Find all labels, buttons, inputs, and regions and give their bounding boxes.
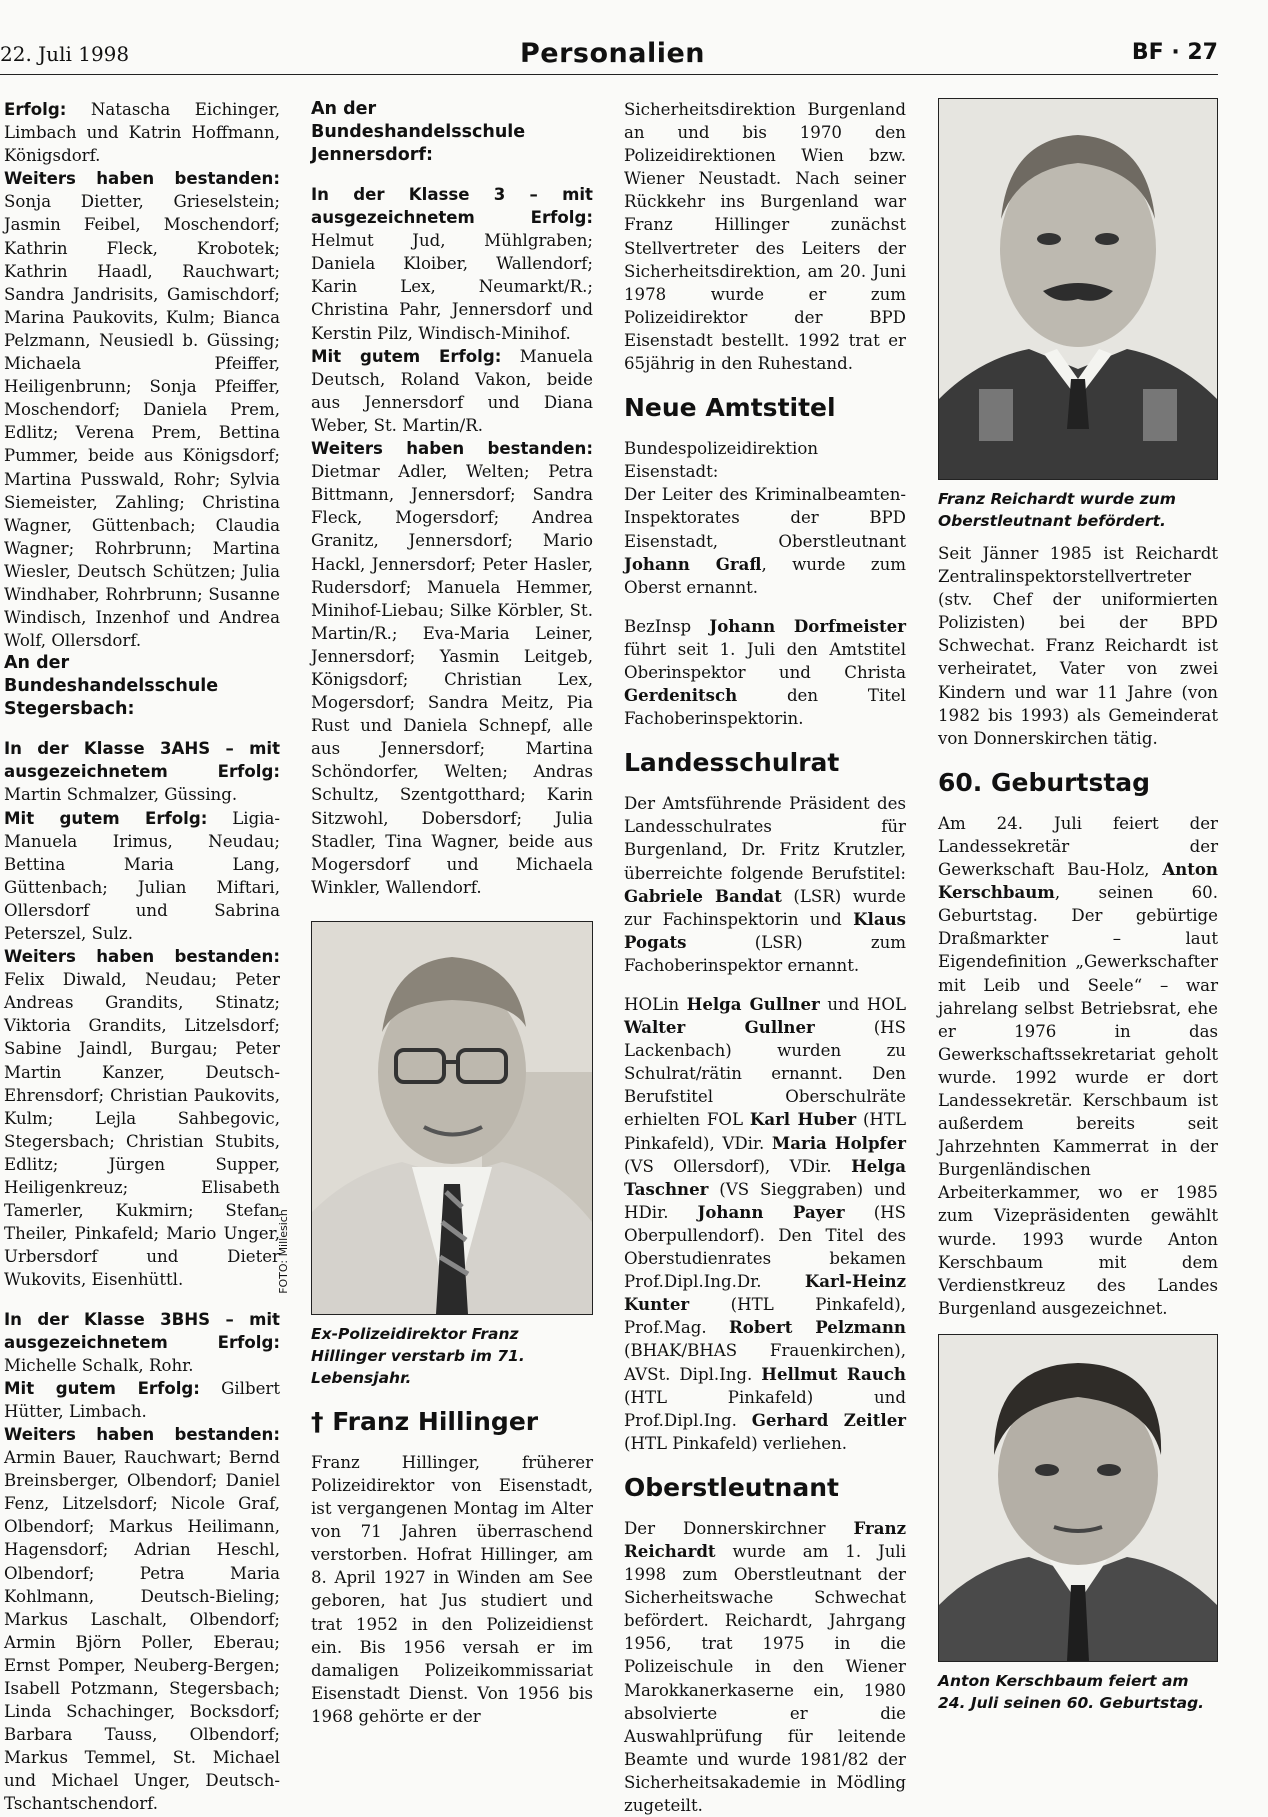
- paragraph: Mit gutem Erfolg: Ligia-Manuela Irimus, Neudau; Bettina Maria Lang, Güttenbach; Julian Miftari, Ollersdorf und Sabrina Peterszel, Sulz.: [4, 808, 280, 943]
- paragraph: BezInsp Johann Dorfmeister führt seit 1. Juli den Amtstitel Oberinspektor und Christa Gerdenitsch den Titel Fachoberinspektorin.: [624, 615, 906, 729]
- paragraph: Seit Jänner 1985 ist Reichardt Zentralinspektorstellvertreter (stv. Chef der uniformierten Polizisten) bei der BPD Schwechat. Franz Reichardt ist verheiratet, Vater von zwei Kindern und war 11 Jahre (von 1982 bis 1993) als Gemeinderat von Donnerskirchen tätig.: [938, 544, 1218, 748]
- school-heading: An der Bundeshandelsschule Jennersdorf:: [311, 99, 526, 165]
- photo-caption: Ex-Polizeidirektor Franz Hillinger verstarb im 71. Lebensjahr.: [311, 1324, 525, 1387]
- kerschbaum-photo: [938, 1334, 1218, 1662]
- photo-credit: FOTO: Millesich: [276, 1209, 290, 1294]
- paragraph: Weiters haben bestanden: Armin Bauer, Rauchwart; Bernd Breinsberger, Olbendorf; Daniel Fenz, Litzelsdorf; Nicole Graf, Olbendorf; Markus Heilimann, Hagensdorf; Adrian Heschl, Olbendorf; Petra Maria Kohlmann, Deutsch-Bieling; Markus Laschalt, Olbendorf; Armin Björn Poller, Eberau; Ernst Pomper, Neuberg-Bergen; Isabell Potzmann, Stegersbach; Linda Schachinger, Bocksdorf; Barbara Tauss, Olbendorf; Markus Temmel, St. Michael und Michael Unger, Deutsch-Tschantschendorf.: [4, 1424, 280, 1814]
- paragraph: Franz Hillinger, früherer Polizeidirektor von Eisenstadt, ist vergangenen Montag im Alter von 71 Jahren überraschend verstorben. Hofrat Hillinger, am 8. April 1927 in Winden am See geboren, hat Jus studiert und trat 1952 in den Polizeidienst ein. Bis 1956 versah er im damaligen Polizeikommissariat Eisenstadt Dienst. Von 1956 bis 1968 gehörte er der: [311, 1452, 593, 1726]
- article-heading: † Franz Hillinger: [311, 1406, 539, 1436]
- section-title: Personalien: [520, 38, 706, 69]
- column-2: [311, 98, 593, 1728]
- article-heading: Oberstleutnant: [624, 1472, 839, 1502]
- paragraph: In der Klasse 3 – mit ausgezeichnetem Erfolg: Helmut Jud, Mühlgraben; Daniela Kloiber, Wallendorf; Karin Lex, Neumarkt/R.; Christina Pahr, Jennersdorf und Kerstin Pilz, Windisch-Minihof.: [311, 185, 593, 343]
- paragraph: Mit gutem Erfolg: Manuela Deutsch, Roland Vakon, beide aus Jennersdorf und Diana Weber, St. Martin/R.: [311, 346, 593, 435]
- paragraph: Am 24. Juli feiert der Landessekretär der Gewerkschaft Bau-Holz, Anton Kerschbaum, seinen 60. Geburtstag. Der gebürtige Draßmarkter – laut Eigendefinition „Gewerkschafter mit Leib und Seele“ – war jahrelang selbst Betriebsrat, ehe er 1976 in das Gewerkschaftssekretariat geholt wurde. 1992 wurde er dort Landessekretär. Kerschbaum ist außerdem bereits seit Jahrzehnten Kammerrat in der Burgenländischen Arbeiterkammer, wo er 1985 zum Vizepräsidenten gewählt wurde. 1993 wurde Anton Kerschbaum mit dem Verdienstkreuz des Landes Burgenland ausgezeichnet.: [938, 813, 1218, 1318]
- page-number: BF · 27: [1131, 40, 1218, 65]
- paragraph: Sicherheitsdirektion Burgenland an und bis 1970 den Polizeidirektionen Wien bzw. Wiener Neustadt. Nach seiner Rückkehr ins Burgenland war Franz Hillinger zunächst Stellvertreter des Leiters der Sicherheitsdirektion, am 20. Juni 1978 wurde er zum Polizeidirektor der BPD Eisenstadt bestellt. 1992 trat er 65jährig in den Ruhestand.: [624, 100, 906, 374]
- paragraph: HOLin Helga Gullner und HOL Walter Gullner (HS Lackenbach) wurden zu Schulrat/rätin ernannt. Den Berufstitel Oberschulräte erhielten FOL Karl Huber (HTL Pinkafeld), VDir. Maria Holpfer (VS Ollersdorf), VDir. Helga Taschner (VS Sieggraben) und HDir. Johann Payer (HS Oberpullendorf). Den Titel des Oberstudienrates bekamen Prof.Dipl.Ing.Dr. Karl-Heinz Kunter (HTL Pinkafeld), Prof.Mag. Robert Pelzmann (BHAK/BHAS Frauenkirchen), AVSt. Dipl.Ing. Hellmut Rauch (HTL Pinkafeld) und Prof.Dipl.Ing. Gerhard Zeitler (HTL Pinkafeld) verliehen.: [624, 994, 907, 1453]
- portrait-illustration: [312, 922, 592, 1314]
- paragraph: Bundespolizeidirektion Eisenstadt:: [624, 439, 819, 482]
- paragraph: Weiters haben bestanden: Sonja Dietter, Grieselstein; Jasmin Feibel, Moschendorf; Kathrin Fleck, Krobotek; Kathrin Haadl, Rauchwart; Sandra Jandrisits, Gamischdorf; Marina Paukovits, Kulm; Bianca Pelzmann, Neusiedl b. Güssing; Michaela Pfeiffer, Heiligenbrunn; Sonja Pfeiffer, Moschendorf; Daniela Prem, Edlitz; Verena Prem, Bettina Pummer, beide aus Königsdorf; Martina Pusswald, Rohr; Sylvia Siemeister, Zahling; Christina Wagner, Güttenbach; Claudia Wagner; Rohrbrunn; Martina Wiesler, Deutsch Schützen; Julia Windhaber, Rohrbrunn; Susanne Windisch, Inzenhof und Andrea Wolf, Ollersdorf.: [4, 169, 280, 651]
- column-4: [938, 98, 1218, 1714]
- portrait-illustration: [939, 99, 1217, 479]
- paragraph: Der Leiter des Kriminalbeamten-Inspektorates der BPD Eisenstadt, Oberstleutnant Johann Grafl, wurde zum Oberst ernannt.: [624, 485, 906, 597]
- photo-caption: Franz Reichardt wurde zum Oberstleutnant befördert.: [938, 490, 1176, 530]
- hillinger-photo: [311, 921, 593, 1315]
- paragraph: Erfolg: Natascha Eichinger, Limbach und Katrin Hoffmann, Königsdorf.: [4, 100, 280, 166]
- page-header: [0, 38, 1218, 74]
- issue-date: 22. Juli 1998: [0, 42, 130, 66]
- reichardt-photo: [938, 98, 1218, 480]
- paragraph: Der Amtsführende Präsident des Landesschulrates für Burgenland, Dr. Fritz Krutzler, überreichte folgende Berufstitel: Gabriele Bandat (LSR) wurde zur Fachinspektorin und Klaus Pogats (LSR) zum Fachoberinspektor ernannt.: [624, 794, 906, 975]
- paragraph: Der Donnerskirchner Franz Reichardt wurde am 1. Juli 1998 zum Oberstleutnant der Sicherheitswache Schwechat befördert. Reichardt, Jahrgang 1956, trat 1975 in die Polizeischule in den Wiener Marokkanerkaserne ein, 1980 absolvierte er die Auswahlprüfung für leitende Beamte und wurde 1981/82 der Sicherheitsakademie in Mödling zugeteilt.: [624, 1517, 906, 1815]
- article-heading: Neue Amtstitel: [624, 393, 836, 423]
- article-heading: 60. Geburtstag: [938, 767, 1151, 797]
- photo-caption: Anton Kerschbaum feiert am 24. Juli seinen 60. Geburtstag.: [938, 1671, 1205, 1712]
- paragraph: Mit gutem Erfolg: Gilbert Hütter, Limbach.: [4, 1378, 280, 1421]
- paragraph: Weiters haben bestanden: Felix Diwald, Neudau; Peter Andreas Grandits, Stinatz; Viktoria Grandits, Litzelsdorf; Sabine Jaindl, Burgau; Peter Martin Kanzer, Deutsch-Ehrensdorf; Christian Paukovits, Kulm; Lejla Sahbegovic, Stegersbach; Christian Stubits, Edlitz; Jürgen Supper, Heiligenkreuz; Elisabeth Tamerler, Kukmirn; Stefan Theiler, Pinkafeld; Mario Unger, Urbersdorf und Dieter Wukovits, Eisenhüttl.: [4, 947, 280, 1290]
- paragraph: In der Klasse 3AHS – mit ausgezeichnetem Erfolg: Martin Schmalzer, Güssing.: [4, 739, 280, 805]
- paragraph: In der Klasse 3BHS – mit ausgezeichnetem Erfolg: Michelle Schalk, Rohr.: [4, 1309, 280, 1375]
- article-heading: Landesschulrat: [624, 748, 840, 778]
- paragraph: Weiters haben bestanden: Dietmar Adler, Welten; Petra Bittmann, Jennersdorf; Sandra Fleck, Mogersdorf; Andrea Granitz, Jennersdorf; Mario Hackl, Jennersdorf; Peter Hasler, Rudersdorf; Manuela Hemmer, Minihof-Liebau; Silke Körbler, St. Martin/R.; Eva-Maria Leiner, Jennersdorf; Yasmin Leitgeb, Königsdorf; Christian Lex, Mogersdorf; Sandra Meitz, Pia Rust und Daniela Schnepf, alle aus Jennersdorf; Martina Schöndorfer, Welten; Andras Schultz, Szentgotthard; Karin Sitzwohl, Dobersdorf; Julia Stadler, Tina Wagner, beide aus Mogersdorf und Michaela Winkler, Wallendorf.: [311, 439, 593, 897]
- portrait-illustration: [939, 1335, 1217, 1661]
- school-heading: An der Bundeshandelsschule Stegersbach:: [4, 653, 219, 720]
- column-3: [624, 98, 906, 1817]
- column-1: [4, 98, 280, 1816]
- header-rule: [0, 74, 1218, 75]
